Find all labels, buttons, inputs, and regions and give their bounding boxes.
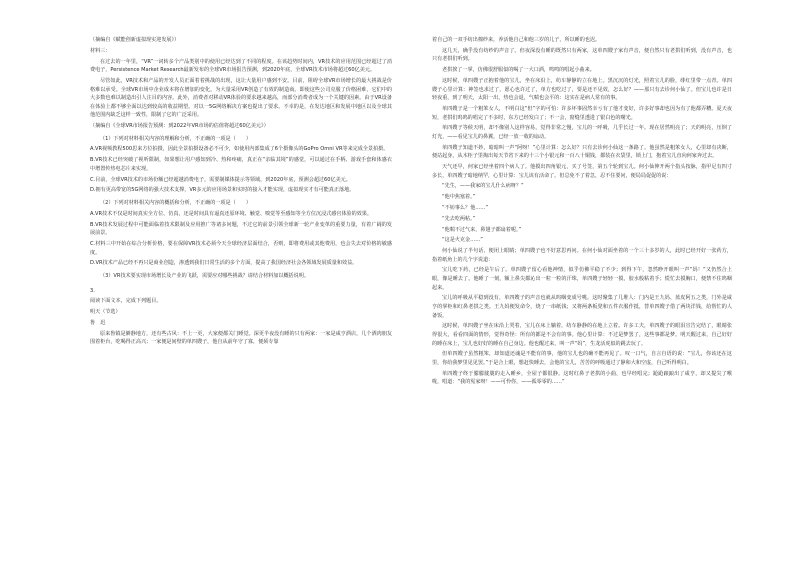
story-author: 鲁 迅 xyxy=(90,319,106,326)
question-3-stem: （3）VR技术要实现市场增长及产业的飞跃，需要应对哪些挑战？请结合材料加以概括说明。 xyxy=(100,272,309,279)
story-paragraph: 这时候，单四嫂子正抱着他的宝儿，坐在床沿上，纺车静静的立在地上。黑沉沉的灯光，照着宝儿的脸，绯红里带一点青。单四嫂子心里计算：神签也求过了，愿心也许过了，单方也吃过了，要是还不见效，怎么好？——那只有去诊何小仙了。但宝儿也许是日轻夜重，到了明天，太阳一出，热也会退，气喘也会平的：这实在是病人常有的事。 xyxy=(432,77,732,102)
dialogue-line: “这是火克金……” xyxy=(442,237,483,244)
material-label: 材料三： xyxy=(90,47,111,54)
story-paragraph: 但单四嫂子虽然粗笨，却知道还魂是不能有的事，他的宝儿也的确不能再见了。叹一口气，自言自语的说：“宝儿，你该还在这里，你给我梦里见见罢。”于是合上眼，想赶快睡去，会他的宝儿，苦苦的呼吸通过了静和大和空虚，自己听得明白。 xyxy=(432,351,732,366)
question-1-option-d: D.拥有更高带宽的5G网络的强大技术支撑，VR多元的应用场景和实时的接入才能实现，虚拟现实才有可能真正落地。 xyxy=(90,187,355,194)
story-paragraph: 单四嫂子知道不妙，暗暗叫一声“阿呀！”心里计算：怎么好？只有去诊何小仙这一条路了。他虽然是粗笨女人，心里却有决断，便站起身，从木柜子里掏出每天节省下来的十三个小银元和一百八十铜钱，都装在衣袋里，锁上门，抱着宝儿直向何家奔过去。 xyxy=(432,144,732,160)
material-paragraph-2: 尽管如此，VR技术和产品的开发人员正面着着挑战的出现，这让大量用户感到不安。目前，阻碍全球VR市场增长的最大挑战是价格难以承受。全球VR市场中企业成本将在增加的变化，为大量采用VR创造了有效的制造商。即使这些公司克服了价格困难，它们中的大多数也难以制造出引人注目的内容。此外，消费者对移动VR体验的要求越来越高，而部分消费者成为一个关键的因素。由于VR设备在体验上都不够全面以达到较高的收益期望。对以一5G网络解决方案也提出了要求。不幸的是，在发达地区和发展中地区以及全球其他范围内缺乏这样一致性，限制了它的广泛采用。 xyxy=(90,77,392,119)
section-number: 3. xyxy=(90,287,95,294)
dialogue-line: “不妨事么？他……” xyxy=(442,204,489,211)
story-heading: 明天（节选） xyxy=(90,309,121,316)
question-1-stem: （1）下列对材料相关内容的理解和分析，不正确的一项是（ ） xyxy=(100,135,251,142)
dialogue-line: “他中焦塞着。” xyxy=(442,194,476,201)
dialogue-line: “他喘不过气来，鼻翅子都扇着呢。” xyxy=(442,226,522,233)
story-paragraph: 单四嫂子等候天明，却不像别人这样容易，觉得非常之慢，宝儿的一呼吸，几乎长过一年。现在居然明亮了；天的明亮，压倒了灯光，——看见宝儿的鼻翼，已经一放一收的扇动。 xyxy=(432,125,732,140)
question-2-option-b: B.VR技术发展过程中可能面临着技术限制及应用推广等诸多问题，不过它的前景引领全球新一轮产业变革的重要力量，有着广阔的发展前景。 xyxy=(90,221,392,237)
dialogue-line: “先去吃两帖。” xyxy=(442,215,476,222)
question-1-option-a: A.VR视频教程500思来方位拍摄，因此全景拍摄设备必不可少，如使用内部集成了6个摄像头的GoPro Omni VR等来完成全景拍摄。 xyxy=(90,146,389,153)
story-paragraph-continued: 着自己的一双手纺出棉纱来，养活他自己和他三岁的儿子，所以睡的也迟。 xyxy=(432,37,601,43)
story-paragraph: 宝儿吃下药，已经是午后了。单四嫂子留心看他神情，似乎仿佛平稳了不少；到得下午，忽然睁开眼叫一声“妈！”又仍然合上眼，像是睡去了。他睡了一刻，额上鼻尖都沁出一粒一粒的汗珠，单四嫂子轻轻一摸，胶水般粘着手；慌忙去摸胸口，便禁不住呜咽起来。 xyxy=(432,267,732,291)
source-citation-1: （摘编自《赋能创新虚拟现实迎发展》） xyxy=(90,37,180,43)
story-paragraph: 天气还早，何家已经坐着四个病人了。他摸出四角银元，买了号签，第五个轮到宝儿。何小仙伸开两个指头按脉，指甲足有四寸多长，单四嫂子暗地纳罕，心里计算：宝儿该有活命了。但总免不了着急，忍不住要问，便局局促促的说： xyxy=(432,164,732,179)
story-paragraph: 老拱挨了一掌，仿佛很舒服似的喝了一大口酒，鸣鸣的唱起小曲来。 xyxy=(442,67,595,74)
question-2-option-c: C.材料三中开始在综合分析价格，要在保障VR技术必须今天全球经济层面结合，否则，即将费用或其他费用，也会失去对价格的敏感度。 xyxy=(90,240,392,256)
question-2-stem: （2）下列对材料相关内容的概括和分析，不正确的一项是（ ） xyxy=(100,200,251,206)
question-1-option-c: C.目前，全球VR技术的市场份额已经超越消费电子，需要制媒体提示等领域，到2020年底，预测会超过60亿美元。 xyxy=(90,176,351,183)
question-2-option-d: D.VR技术产品已经不再只是商业创造，渗透到我们日常生活的多个方面，提高了我国经济社会各领域发展质量和效益。 xyxy=(90,260,358,267)
story-paragraph: 这几天，确乎没有纺纱的声音了。但夜深没有睡的既然只有两家，这单四嫂子家有声音，便自然只有老拱们听到，没有声音，也只有老拱们听到。 xyxy=(432,47,732,63)
story-paragraph: 单四嫂子终于朦朦胧胧的走入睡乡，全屋子都很静。这时红鼻子老拱的小曲，也早经唱完；跄跄踉踉出了咸亨，却又提尖了喉咙，唱道：“我的冤家呀！——可怜你，——孤零零的……” xyxy=(432,370,732,386)
story-paragraph-1: 原来鲁镇是僻静地方，还有些古风：不上一更，大家便都关门睡觉。深更半夜没有睡的只有两家：一家是咸亨酒店，几个酒肉朋友围着柜台，吃喝得正高兴；一家便是间壁的单四嫂子，他自从前年守了寡，便须专靠 xyxy=(90,330,392,346)
dialogue-line: “先生，——我家的宝儿什么病呀？” xyxy=(442,183,524,190)
question-1-option-b: B.VR技术已经突破了视听限制，如果想让用户感知到冷、热和疼痛，真正在“亲临其境”的感觉，可以通过在手柄、游戏手套和体感衣中增置传热电芯片来实现。 xyxy=(90,157,392,172)
section-instruction: 阅读下面文本，完成下列题目。 xyxy=(90,298,162,305)
right-column xyxy=(432,36,732,554)
question-2-option-a: A.VR技术不仅是时间真实全方位、仿真，还是时间具有逼真还原环境、触觉、嗅觉等至感知等全方位沉浸式感官体验的效果。 xyxy=(90,210,373,217)
left-column xyxy=(90,36,392,554)
story-paragraph: 何小仙说了半句话，便闭上眼睛；单四嫂子也不好意思再问。在何小仙对面坐着的一个三十多岁的人，此时已经开好一张药方，指着纸角上的几个字说道： xyxy=(432,248,732,263)
story-paragraph: 单四嫂子是一个粗笨女人，不明白这“但”字的可怕：许多坏事固然幸亏有了他才变好，许多好事却也因为有了他都弄糟。夏天夜短，老拱们呜呜的唱完了不多时，东方已经发白了；不一会，窗缝里透进了银白色的曙光。 xyxy=(432,105,732,121)
story-paragraph: 这时候，单四嫂子坐在床沿上哭着，宝儿在床上躺着，纺车静静的在地上立着。许多工夫，单四嫂子的眼泪宣告完结了，眼睛张得很大，看看四面的情形，觉得奇怪：所有的都是不会有的事。他心里计算：不过是梦罢了，这些事都是梦。明天醒过来，自己好好的睡在床上，宝儿也好好的睡在自己身边。他也醒过来，叫一声“妈”，生龙活虎似的跳去玩了。 xyxy=(432,323,732,347)
material-paragraph-1: 在过去的一年里，“VR”一词转多个产品类别中的使用已经达到了不同的程度。在该趋势时间内，VR技术的应用范围已经超过了消费电子，Persistence Market Research最新发布的全球VR市场报告预测，到2020年底，全球VR技术市场将超过60亿美元。 xyxy=(90,58,392,74)
story-paragraph: 宝儿的呼吸从平稳到没有，单四嫂子的声音也就从呜咽变成号咷。这时聚集了几堆人：门内是王九妈、蓝皮阿五之类，门外是咸亨的掌柜和红鼻老拱之类。王九妈便发命令，烧了一串纸钱；又将两条板凳和五件衣服作抵，替单四嫂子借了两块洋钱，给帮忙的人备饭。 xyxy=(432,295,732,319)
source-citation-2: （摘编自《全球VR市场报告预测：到2022年VR市场的估值将超过60亿美元》） xyxy=(90,123,269,130)
